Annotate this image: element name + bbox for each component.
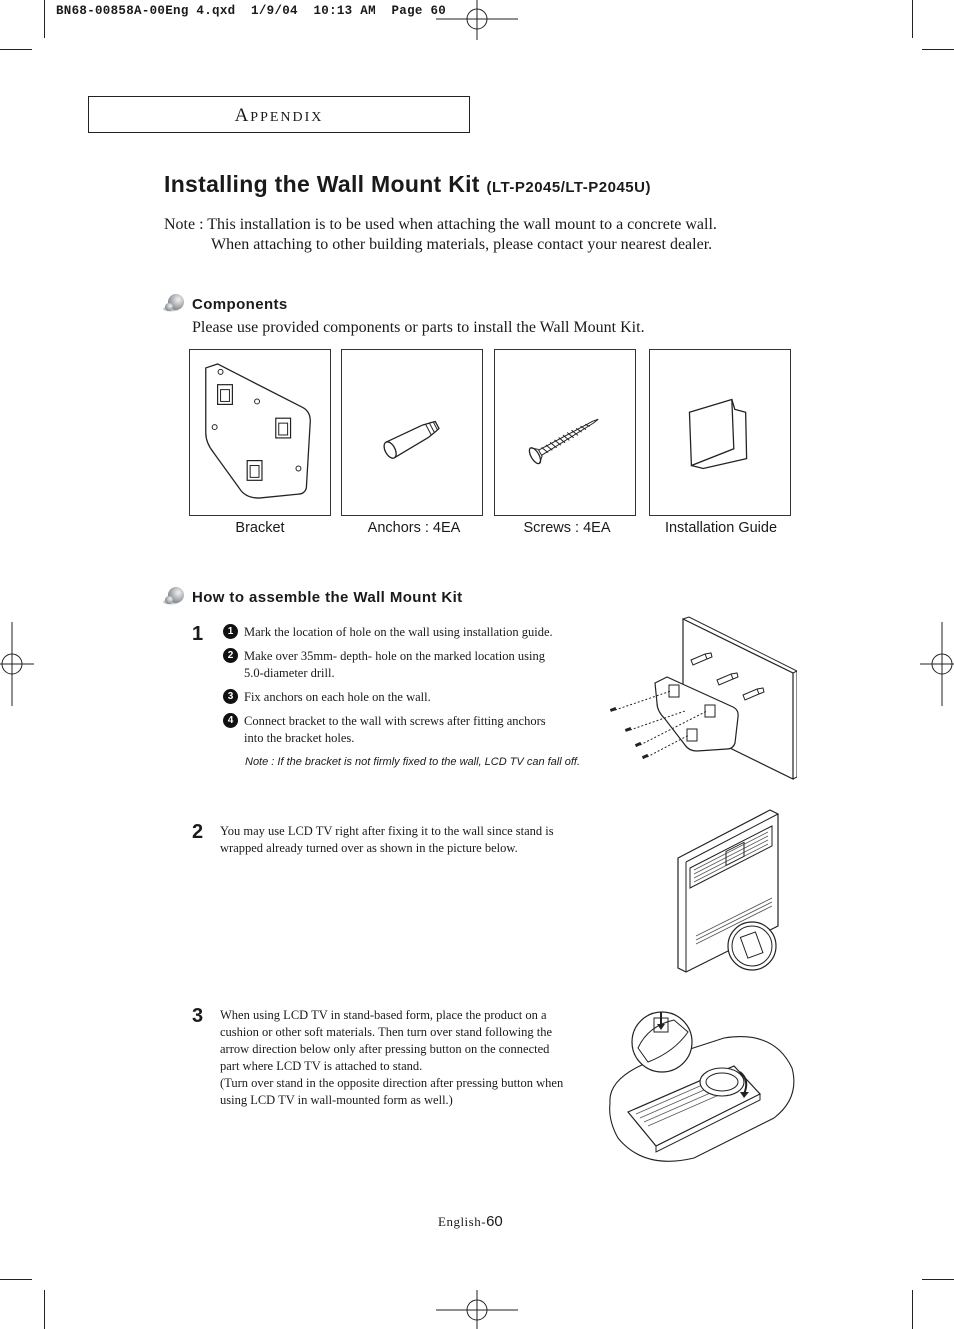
component-label-anchors: Anchors : 4EA (367, 520, 461, 536)
section-header-box (88, 96, 470, 133)
slug-page: Page 60 (391, 4, 447, 18)
component-label-screws: Screws : 4EA (523, 520, 611, 536)
step-3-line-1: When using LCD TV in stand-based form, place the product on a (220, 1008, 547, 1022)
step-2-text (220, 823, 554, 857)
substep-4-line-2: into the bracket holes. (244, 731, 355, 745)
step-1-number: 1 (192, 623, 204, 645)
component-bracket-box (189, 349, 331, 516)
bracket-icon (190, 350, 330, 515)
component-label-guide: Installation Guide (664, 520, 778, 536)
note-line-2: When attaching to other building materials, please contact your nearest dealer. (211, 236, 713, 253)
step-2-line-2: wrapped already turned over as shown in the picture below. (220, 841, 518, 855)
step-3-line-5: (Turn over stand in the opposite direction after pressing button when (220, 1076, 564, 1090)
print-slug (56, 4, 446, 18)
screw-icon (495, 350, 635, 515)
slug-date: 1/9/04 (251, 4, 298, 18)
substep-1-line-1: Mark the location of hole on the wall using installation guide. (244, 625, 553, 639)
tv-back-illustration (674, 806, 784, 978)
registration-mark-icon (436, 1290, 518, 1329)
registration-mark-icon (920, 622, 954, 706)
substep-4-line-1: Connect bracket to the wall with screws after fitting anchors (244, 714, 546, 728)
crop-mark (0, 1279, 32, 1280)
component-anchor-box (341, 349, 483, 516)
wall-mount-illustration (605, 615, 797, 783)
anchor-icon (342, 350, 482, 515)
substep-1-text (244, 624, 553, 641)
registration-mark-icon (436, 0, 518, 40)
step-3-line-3: arrow direction below only after pressing button on the connected (220, 1042, 550, 1056)
footer-language: English- (438, 1214, 487, 1229)
step-3-line-4: part where LCD TV is attached to stand. (220, 1059, 423, 1073)
sphere-bullet-icon (163, 293, 185, 313)
registration-mark-icon (0, 622, 34, 706)
page-title-model: (LT-P2045/LT-P2045U) (486, 179, 651, 196)
page-title (164, 171, 651, 198)
step-3-number: 3 (192, 1005, 204, 1027)
step-2-line-1: You may use LCD TV right after fixing it to the wall since stand is (220, 824, 554, 838)
substep-3-text (244, 689, 431, 706)
substep-3-line-1: Fix anchors on each hole on the wall. (244, 690, 431, 704)
slug-time: 10:13 AM (313, 4, 376, 18)
installation-guide-icon (650, 350, 790, 515)
crop-mark (912, 1290, 913, 1329)
step-1-note: Note : If the bracket is not firmly fixed to the wall, LCD TV can fall off. (245, 756, 581, 768)
crop-mark (0, 49, 32, 50)
note-line-1: Note : This installation is to be used when attaching the wall mount to a concrete wall. (164, 216, 717, 233)
substep-1-marker: 1 (223, 624, 238, 639)
section-header (89, 97, 469, 136)
slug-file: BN68-00858A-00Eng 4.qxd (56, 4, 236, 18)
tv-on-cushion-illustration (604, 1008, 798, 1168)
substep-2-line-2: 5.0-diameter drill. (244, 666, 335, 680)
page-title-main: Installing the Wall Mount Kit (164, 171, 480, 197)
component-screw-box (494, 349, 636, 516)
component-guide-box (649, 349, 791, 516)
footer-page-number: 60 (486, 1213, 503, 1230)
section-header-text: APPENDIX (234, 105, 324, 126)
substep-2-marker: 2 (223, 648, 238, 663)
components-heading: Components (192, 296, 288, 313)
substep-3-marker: 3 (223, 689, 238, 704)
step-3-line-6: using LCD TV in wall-mounted form as well.) (220, 1093, 453, 1107)
crop-mark (922, 49, 954, 50)
step-2-number: 2 (192, 821, 204, 843)
crop-mark (44, 0, 45, 38)
substep-4-marker: 4 (223, 713, 238, 728)
assemble-heading: How to assemble the Wall Mount Kit (192, 589, 463, 606)
component-label-bracket: Bracket (235, 520, 285, 536)
sphere-bullet-icon (163, 586, 185, 606)
step-3-line-2: cushion or other soft materials. Then turn over stand following the (220, 1025, 552, 1039)
crop-mark (44, 1290, 45, 1329)
substep-2-line-1: Make over 35mm- depth- hole on the marked location using (244, 649, 545, 663)
step-3-text (220, 1007, 563, 1109)
crop-mark (922, 1279, 954, 1280)
substep-4-text (244, 713, 546, 747)
crop-mark (912, 0, 913, 38)
substep-2-text (244, 648, 545, 682)
components-description: Please use provided components or parts to install the Wall Mount Kit. (192, 319, 645, 336)
page-footer (438, 1213, 503, 1231)
